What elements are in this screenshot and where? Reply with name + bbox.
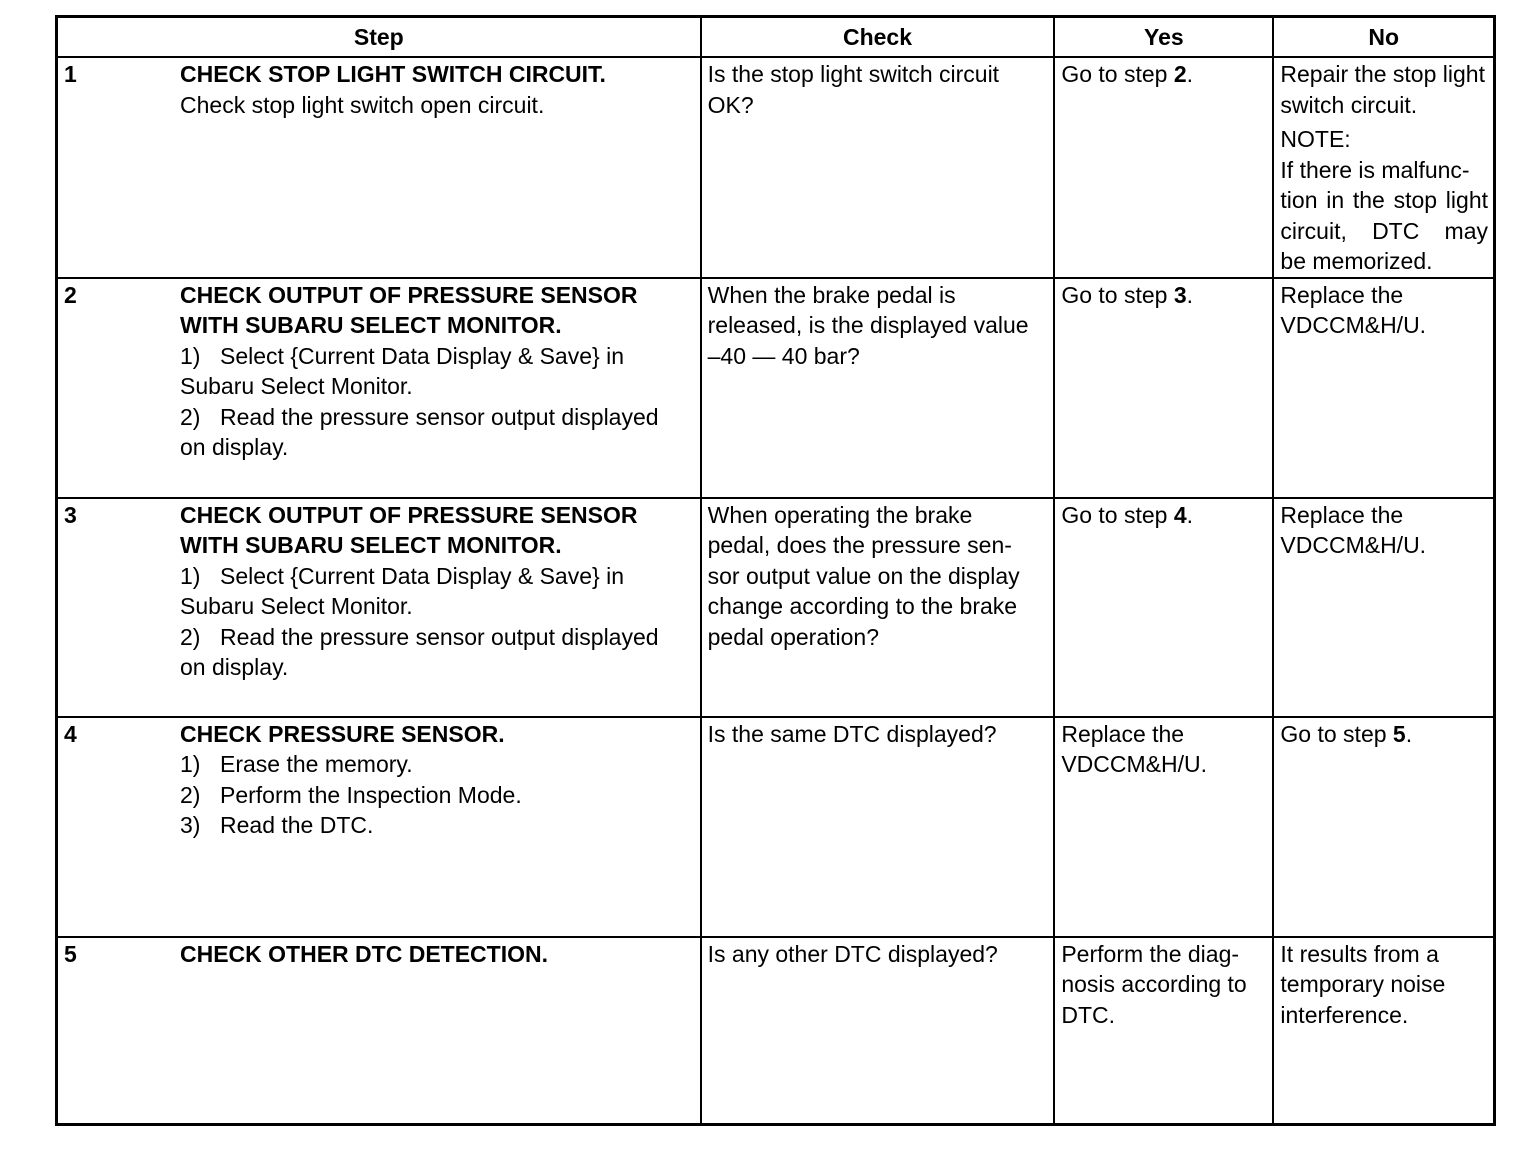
header-row [57,17,1495,58]
diagnostic-table [55,15,1496,1126]
note-line: be memorized. [1280,248,1433,274]
step-number: 4 [64,720,77,747]
no-cell: Go to step 5. [1273,717,1494,937]
yes-cell: Go to step 4. [1054,498,1273,717]
substep-continuation: on display. [180,434,289,460]
step-cell [57,498,701,717]
step-title: CHECK OUTPUT OF PRESSURE SENSOR WITH SUBARU SELECT MONITOR. [180,501,638,558]
substep-continuation: on display. [180,654,289,680]
note-heading: NOTE: [1280,126,1351,152]
substep: 1) Erase the memory. [180,751,413,777]
step-cell [57,937,701,1125]
table-row [57,717,1495,937]
yes-cell: Go to step 2. [1054,57,1273,278]
check-cell: When operating the brake pedal, does the pressure sen- sor output value on the display change according to the brake pedal operation? [701,498,1055,717]
yes-cell: Perform the diag- nosis according to DTC. [1054,937,1273,1125]
substep: 1) Select {Current Data Display & Save} in [180,342,624,369]
step-cell [57,717,701,937]
check-cell: When the brake pedal is released, is the displayed value –40 — 40 bar? [701,278,1055,498]
note-line: If there is malfunc- [1280,156,1470,183]
no-text: Repair the stop light switch circuit. [1280,61,1485,118]
substep: 1) Select {Current Data Display & Save} in [180,562,624,589]
substep-continuation: Subaru Select Monitor. [180,373,413,399]
no-cell: It results from a temporary noise interference. [1273,937,1494,1125]
step-title: CHECK OUTPUT OF PRESSURE SENSOR WITH SUBARU SELECT MONITOR. [180,281,638,338]
step-title: CHECK STOP LIGHT SWITCH CIRCUIT. [180,61,606,87]
no-cell: Replace the VDCCM&H/U. [1273,498,1494,717]
step-cell [57,278,701,498]
table-row [57,57,1495,278]
check-cell: Is the same DTC displayed? [701,717,1055,937]
check-cell: Is the stop light switch circuit OK? [701,57,1055,278]
table-row [57,498,1495,717]
header-check: Check [701,17,1055,58]
yes-cell: Go to step 3. [1054,278,1273,498]
step-number: 2 [64,281,77,308]
header-step: Step [57,17,701,58]
step-number: 5 [64,940,77,967]
note-line: tion in the stop light [1280,187,1488,213]
no-cell [1273,57,1494,278]
table-row [57,937,1495,1125]
check-cell: Is any other DTC displayed? [701,937,1055,1125]
step-title: CHECK PRESSURE SENSOR. [180,720,505,747]
substep: 2) Perform the Inspection Mode. [180,781,522,808]
substep: 2) Read the pressure sensor output displayed [180,403,659,430]
no-cell: Replace the VDCCM&H/U. [1273,278,1494,498]
table-row [57,278,1495,498]
step-cell [57,57,701,278]
substep-continuation: Subaru Select Monitor. [180,593,413,619]
step-number: 1 [64,61,77,87]
step-number: 3 [64,501,77,528]
substep: 3) Read the DTC. [180,812,374,838]
note-line: circuit, DTC may [1280,217,1488,244]
yes-cell: Replace the VDCCM&H/U. [1054,717,1273,937]
step-title: CHECK OTHER DTC DETECTION. [180,940,548,967]
step-description: Check stop light switch open circuit. [180,91,545,118]
header-no: No [1273,17,1494,58]
header-yes: Yes [1054,17,1273,58]
substep: 2) Read the pressure sensor output displayed [180,623,659,650]
